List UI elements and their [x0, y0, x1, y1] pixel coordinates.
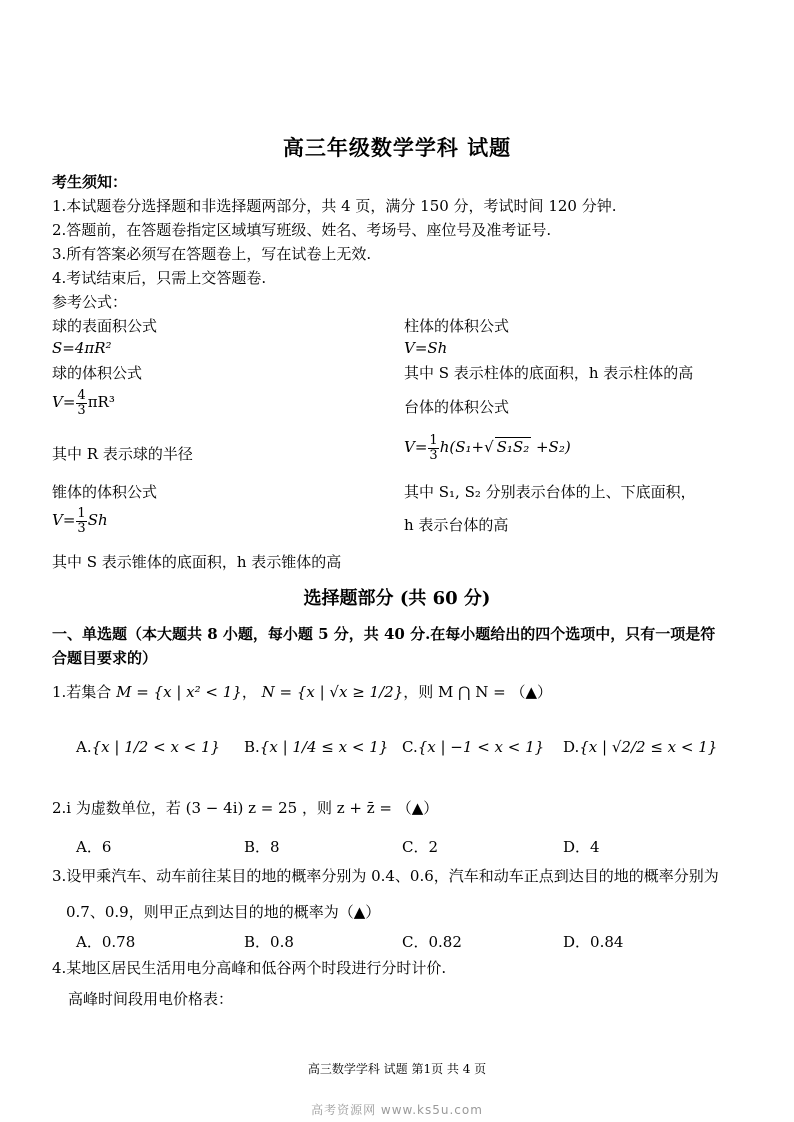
fraction	[76, 389, 86, 417]
frustum-note-2: h 表示台体的高	[404, 516, 509, 534]
option-label: C.	[402, 738, 418, 756]
option-text: {x | −1 < x < 1}	[417, 738, 545, 756]
frustum-note-1: 其中 S₁, S₂ 分别表示台体的上、下底面积，	[404, 483, 696, 501]
option-text: {x | 1/2 < x < 1}	[91, 738, 221, 756]
denominator: 3	[429, 447, 438, 463]
cylinder-label: 柱体的体积公式	[404, 317, 510, 335]
question-2-stem: 2.i 为虚数单位，若 (3 − 4i) z = 25 ，则 z + z̄ = （▲）	[52, 799, 439, 817]
q2-option-c[interactable]: C．2	[402, 838, 439, 856]
notice-item: 1.本试题卷分选择题和非选择题两部分，共 4 页，满分 150 分，考试时间 120 分钟.	[52, 197, 617, 215]
sphere-note: 其中 R 表示球的半径	[52, 445, 193, 463]
sphere-area-label: 球的表面积公式	[52, 317, 158, 335]
sqrt-term: S₁S₂	[496, 438, 530, 457]
page-title: 高三年级数学学科 试题	[282, 135, 512, 160]
sphere-volume-formula	[52, 389, 115, 417]
part-heading: 一、单选题（本大题共 8 小题，每小题 5 分，共 40 分.在每小题给出的四个选项中，只有一项是符	[52, 625, 716, 643]
q1-prefix: 1.若集合	[52, 683, 112, 701]
q2-option-d[interactable]: D．4	[563, 838, 600, 856]
part-heading-cont: 合题目要求的）	[52, 649, 158, 667]
option-text: {x | 1/4 ≤ x < 1}	[259, 738, 389, 756]
numerator: 1	[429, 433, 438, 448]
numerator: 4	[77, 388, 86, 403]
q1-suffix: ，则 M ⋂ N = （▲）	[403, 683, 552, 701]
q1-option-c[interactable]	[402, 738, 544, 756]
formula-tail: Sh	[87, 511, 108, 530]
watermark: 高考资源网 www.ks5u.com	[311, 1103, 483, 1117]
question-3-stem-cont: 0.7、0.9，则甲正点到达目的地的概率为（▲）	[66, 903, 381, 921]
q1-option-b[interactable]	[244, 738, 388, 756]
denominator: 3	[77, 402, 86, 418]
formula-lhs: V=	[52, 511, 76, 530]
question-3-stem: 3.设甲乘汽车、动车前往某目的地的概率分别为 0.4、0.6，汽车和动车正点到达目的地的概率分别为	[52, 867, 719, 885]
formula-tail: +S₂)	[531, 438, 571, 457]
notice-heading: 考生须知：	[52, 173, 128, 191]
formula-heading: 参考公式：	[52, 293, 128, 311]
option-text: {x | √2/2 ≤ x < 1}	[579, 738, 718, 756]
cone-formula	[52, 507, 108, 535]
formula-lhs: V=	[404, 438, 428, 457]
notice-item: 4.考试结束后，只需上交答题卷.	[52, 269, 267, 287]
question-4-sub: 高峰时间段用电价格表：	[68, 990, 234, 1008]
cone-label: 锥体的体积公式	[52, 483, 158, 501]
q1-set-n: N = {x | √x ≥ 1/2}	[261, 683, 404, 701]
denominator: 3	[77, 520, 86, 536]
option-label: A.	[76, 738, 92, 756]
q3-option-b[interactable]: B．0.8	[244, 933, 294, 951]
formula-lhs: V=	[52, 393, 76, 412]
q2-option-a[interactable]: A．6	[76, 838, 112, 856]
q2-option-b[interactable]: B．8	[244, 838, 280, 856]
notice-item: 2.答题前，在答题卷指定区域填写班级、姓名、考场号、座位号及准考证号.	[52, 221, 552, 239]
cone-note: 其中 S 表示锥体的底面积，h 表示锥体的高	[52, 553, 342, 571]
question-4-stem: 4.某地区居民生活用电分高峰和低谷两个时段进行分时计价.	[52, 959, 447, 977]
fraction	[428, 434, 438, 462]
page-footer: 高三数学学科 试题 第1页 共 4 页	[307, 1062, 487, 1076]
formula-tail: πR³	[87, 393, 115, 412]
frustum-label: 台体的体积公式	[404, 398, 510, 416]
q3-option-a[interactable]: A．0.78	[76, 933, 136, 951]
fraction	[76, 507, 86, 535]
cylinder-note: 其中 S 表示柱体的底面积，h 表示柱体的高	[404, 364, 694, 382]
cylinder-formula: V=Sh	[404, 339, 448, 357]
notice-item: 3.所有答案必须写在答题卷上，写在试卷上无效.	[52, 245, 372, 263]
q3-option-d[interactable]: D．0.84	[563, 933, 624, 951]
question-1-stem: 1.若集合 M = {x | x² < 1}， N = {x | √x ≥ 1/2}，则 M ⋂ N = （▲）	[52, 683, 552, 701]
q3-option-c[interactable]: C．0.82	[402, 933, 462, 951]
section-title: 选择题部分 (共 60 分)	[303, 588, 491, 609]
q1-set-m: M = {x | x² < 1}	[116, 683, 242, 701]
frustum-formula: V= $\frac{1}{3}$ h(S₁+√ S₁S₂ +S₂)	[404, 433, 571, 463]
q1-option-d[interactable]	[563, 738, 717, 756]
sphere-area-formula: S=4πR²	[52, 339, 112, 357]
option-label: D.	[563, 738, 580, 756]
option-label: B.	[244, 738, 260, 756]
sphere-volume-label: 球的体积公式	[52, 364, 143, 382]
formula-mid: h(S₁+	[439, 438, 485, 457]
q1-option-a[interactable]	[76, 738, 220, 756]
numerator: 1	[77, 506, 86, 521]
